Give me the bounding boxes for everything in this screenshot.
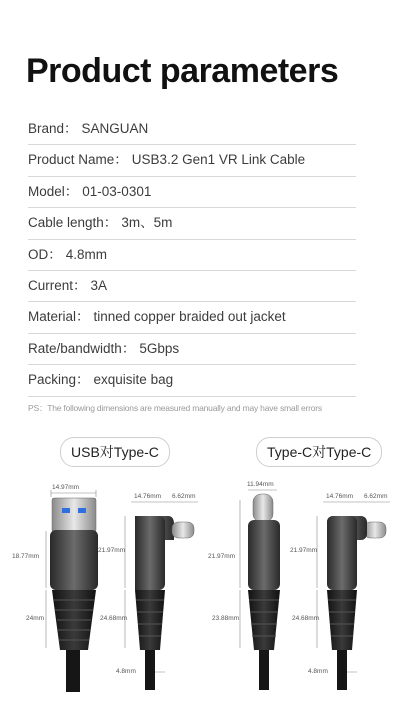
spec-row-packing (28, 365, 356, 396)
spec-value: USB3.2 Gen1 VR Link Cable (131, 152, 306, 168)
dim-angled-thickness: 6.62mm (364, 493, 388, 500)
page-title: Product parameters (26, 52, 339, 90)
spec-label: Model： (28, 183, 79, 199)
typec-to-typec-label: Type-C对Type-C (256, 437, 382, 467)
dim-typec-head-length: 21.97mm (98, 547, 126, 554)
spec-row-od (28, 240, 356, 271)
spec-row-material (28, 302, 356, 333)
angled-typec-connector-right (327, 516, 386, 690)
spec-label: OD： (28, 246, 62, 262)
measurement-note: PS：The following dimensions are measured manually and may have small errors (28, 403, 322, 413)
dim-straight-sleeve-length: 23.88mm (212, 615, 240, 622)
dim-usb-sleeve-length: 24mm (26, 615, 45, 622)
spec-row-product-name (28, 145, 356, 176)
spec-label: Packing： (28, 372, 90, 388)
spec-label: Material： (28, 309, 90, 325)
dim-typec-width: 14.76mm (134, 493, 162, 500)
spec-value: exquisite bag (93, 372, 174, 388)
dim-typec-thickness: 6.62mm (172, 493, 196, 500)
spec-row-bandwidth (28, 334, 356, 365)
spec-value: 3m、5m (121, 215, 173, 231)
spec-row-cable-length (28, 208, 356, 239)
spec-label: Product Name： (28, 152, 128, 168)
spec-value: 5Gbps (139, 340, 180, 356)
spec-label: Brand： (28, 121, 78, 136)
dim-straight-head-length: 21.97mm (208, 553, 236, 560)
dim-typec-sleeve-length: 24.68mm (100, 615, 128, 622)
spec-row-model (28, 177, 356, 208)
spec-label: Rate/bandwidth： (28, 340, 136, 356)
spec-list (28, 114, 356, 397)
spec-value: 01-03-0301 (82, 183, 152, 199)
dim-straight-width: 11.94mm (247, 481, 274, 488)
spec-value: tinned copper braided out jacket (93, 309, 286, 325)
usb-a-connector (50, 498, 98, 692)
dim-usb-head-length: 18.77mm (12, 553, 40, 560)
spec-label: Cable length： (28, 215, 118, 231)
spec-label: Current： (28, 277, 87, 293)
angled-typec-connector-left (135, 516, 194, 690)
dim-right-cable-od: 4.8mm (308, 668, 328, 675)
spec-row-brand (28, 114, 356, 145)
spec-value: SANGUAN (81, 121, 149, 136)
spec-value: 4.8mm (65, 246, 108, 262)
dim-usb-width: 14.97mm (52, 484, 80, 491)
usb-to-typec-label: USB对Type-C (60, 437, 170, 467)
dim-angled-width: 14.76mm (326, 493, 354, 500)
dim-angled-head-length: 21.97mm (290, 547, 318, 554)
spec-row-current (28, 271, 356, 302)
dim-left-cable-od: 4.8mm (116, 668, 136, 675)
straight-typec-connector (248, 494, 280, 690)
cable-dimension-diagram (0, 470, 402, 720)
spec-value: 3A (90, 277, 108, 293)
dim-angled-sleeve-length: 24.68mm (292, 615, 320, 622)
